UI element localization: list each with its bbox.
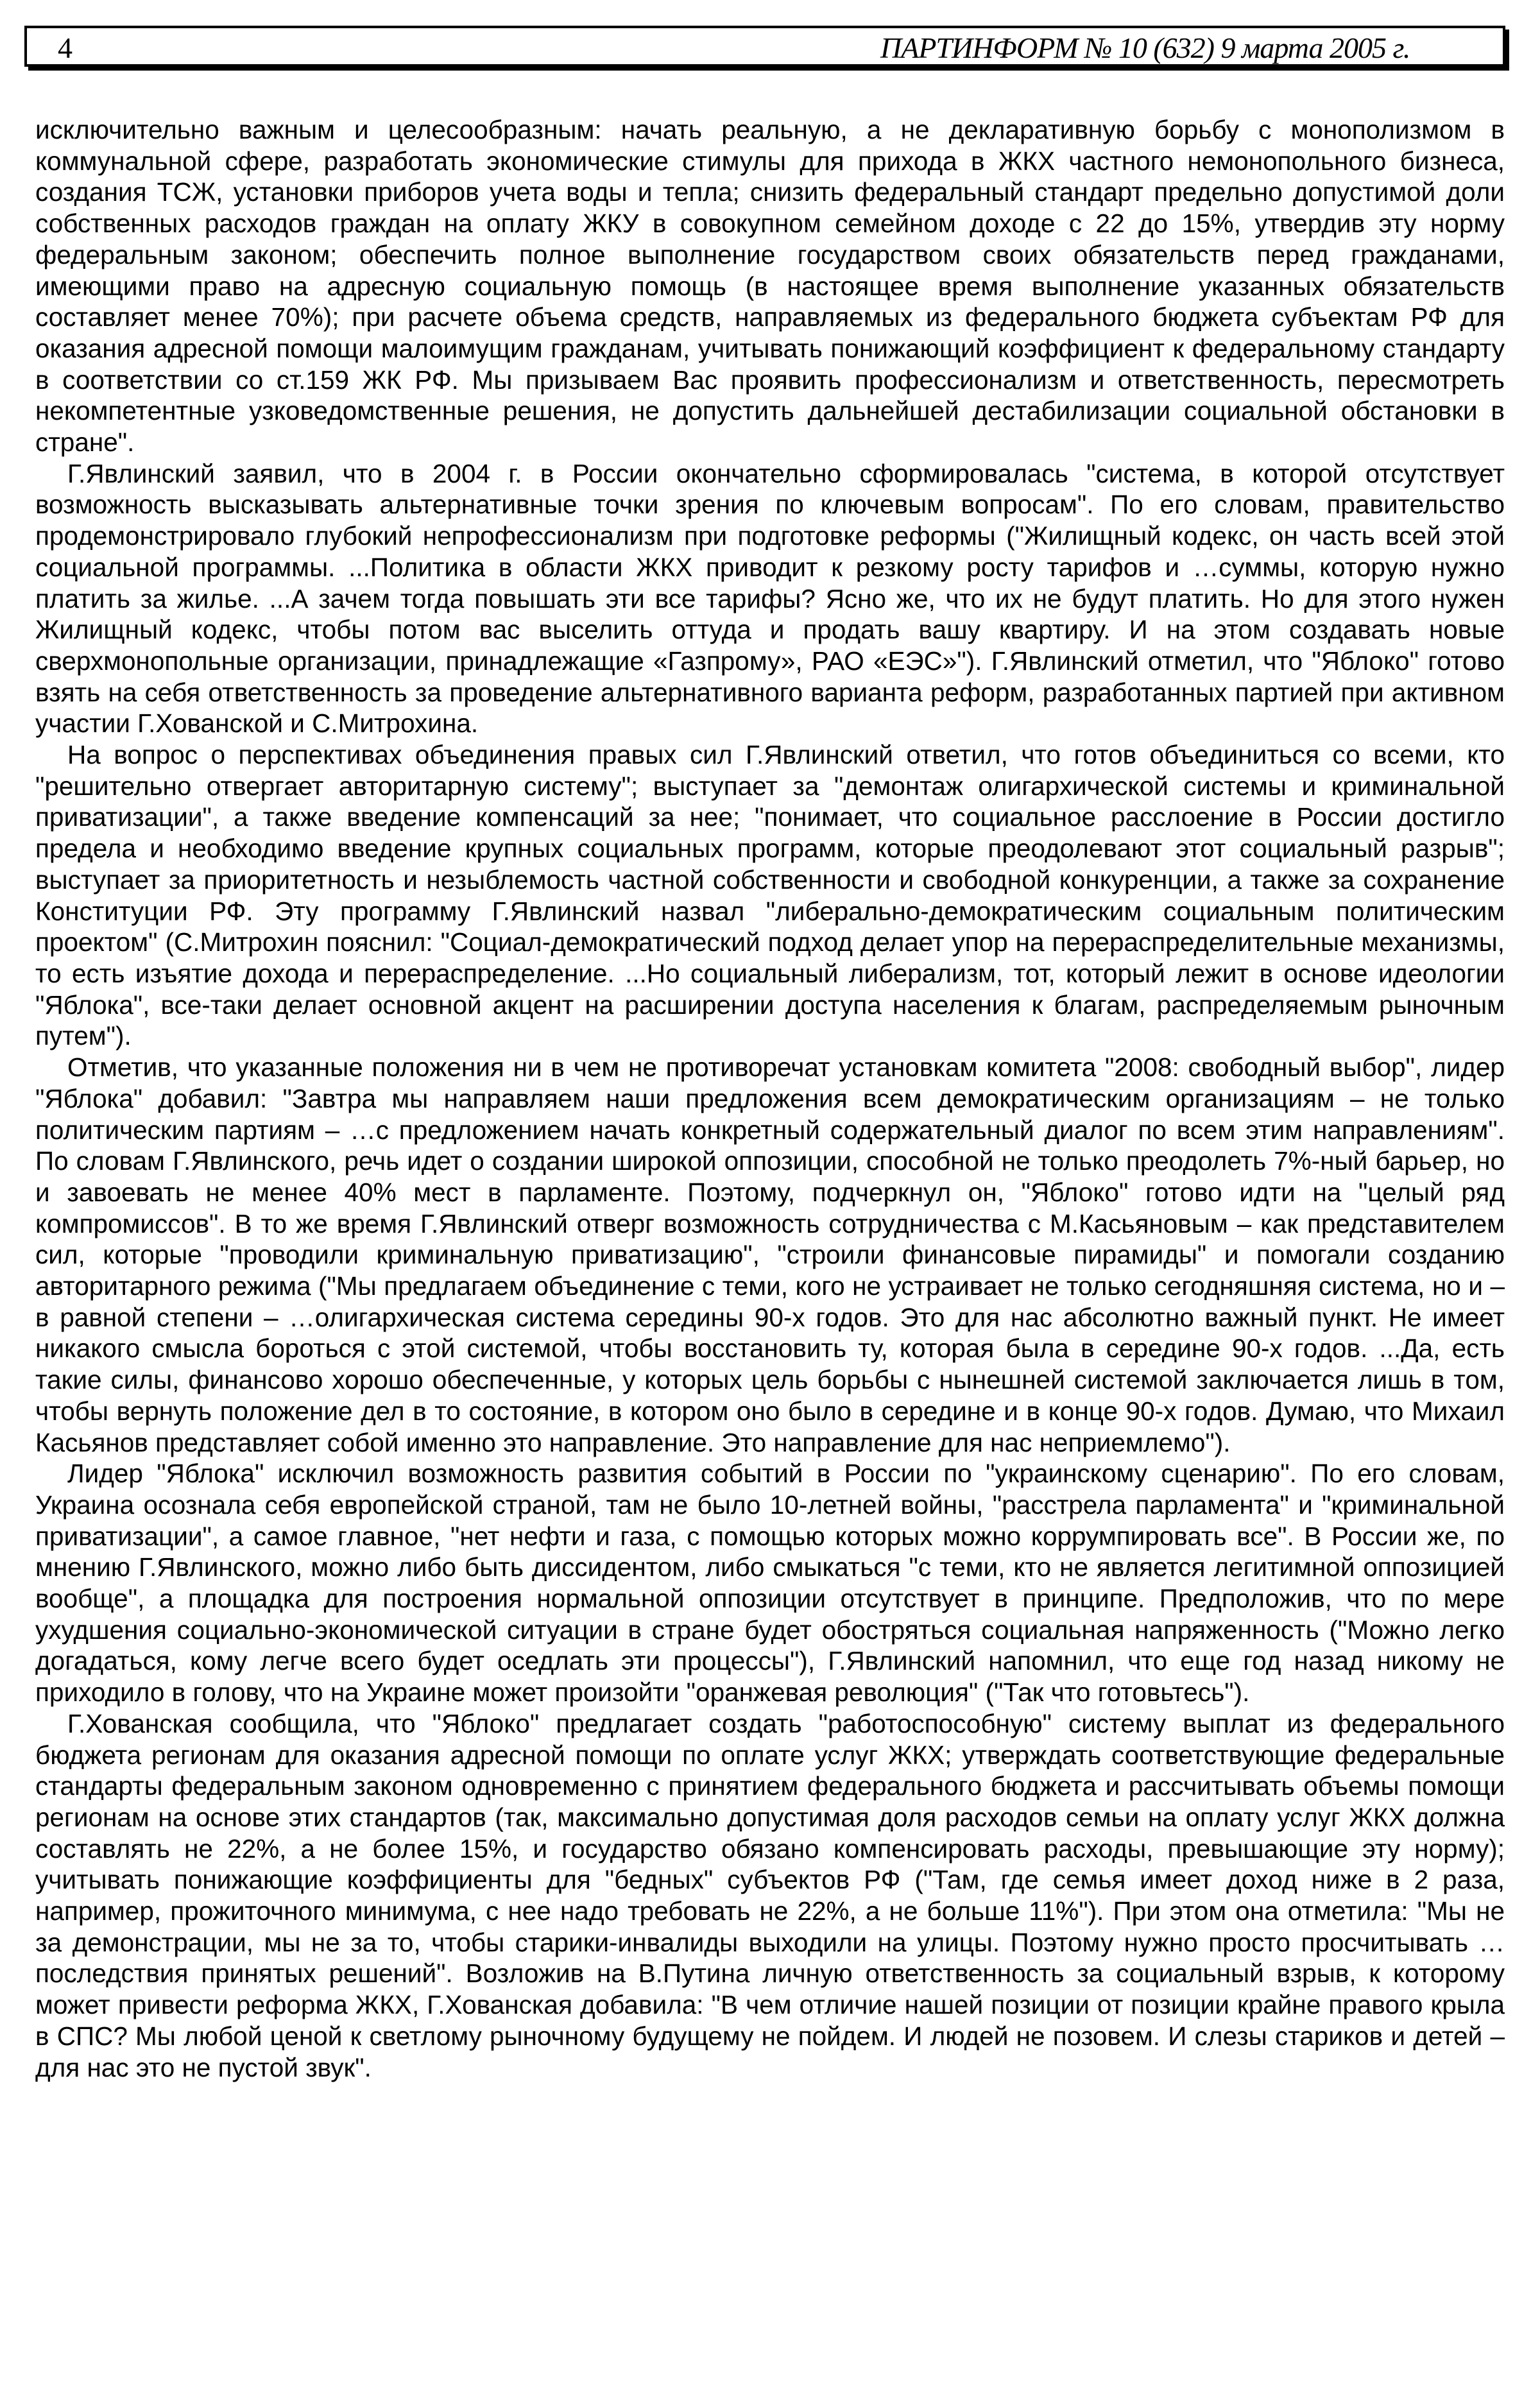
paragraph: На вопрос о перспективах объединения правых сил Г.Явлинский ответил, что готов объединиться со всеми, кто "решительно отвергает авторитарную систему"; выступает за "демонтаж олигархической системы и криминальной приватизации", а также введение компенсаций за нее; "понимает, что социальное расслоение в России достигло предела и необходимо введение крупных социальных программ, которые преодолевают этот социальный разрыв"; выступает за приоритетность и незыблемость частной собственности и свободной конкуренции, а также за сохранение Конституции РФ. Эту программу Г.Явлинский назвал "либерально-демократическим социальным политическим проектом" (С.Митрохин пояснил: "Социал-демократический подход делает упор на перераспределительные механизмы, то есть изъятие дохода и перераспределение. ...Но социальный либерализм, тот, который лежит в основе идеологии "Яблока", все-таки делает основной акцент на расширении доступа населения к благам, распределяемым рыночным путем"). — [35, 740, 1505, 1051]
paragraph: Лидер "Яблока" исключил возможность развития событий в России по "украинскому сценарию". По его словам, Украина осознала себя европейской страной, там не было 10-летней войны, "расстрела парламента" и "криминальной приватизации", а самое главное, "нет нефти и газа, с помощью которых можно коррумпировать все". В России же, по мнению Г.Явлинского, можно либо быть диссидентом, либо смыкаться "с теми, кто не является легитимной оппозицией вообще", а площадка для построения нормальной оппозиции отсутствует в принципе. Предположив, что по мере ухудшения социально-экономической ситуации в стране будет обостряться социальная напряженность ("Можно легко догадаться, кому легче всего будет оседлать эти процессы"), Г.Явлинский напомнил, что еще год назад никому не приходило в голову, что на Украине может произойти "оранжевая революция" ("Так что готовьтесь"). — [35, 1459, 1505, 1708]
article-body — [35, 114, 1505, 2083]
issue-title: ПАРТИНФОРМ № 10 (632) 9 марта 2005 г. — [880, 31, 1410, 64]
paragraph: исключительно важным и целесообразным: начать реальную, а не декларативную борьбу с монополизмом в коммунальной сфере, разработать экономические стимулы для прихода в ЖКХ частного немонопольного бизнеса, создания ТСЖ, установки приборов учета воды и тепла; снизить федеральный стандарт предельно допустимой доли собственных расходов граждан на оплату ЖКУ в совокупном семейном доходе с 22 до 15%, утвердив эту норму федеральным законом; обеспечить полное выполнение государством своих обязательств перед гражданами, имеющими право на адресную социальную помощь (в настоящее время выполнение указанных обязательств составляет менее 70%); при расчете объема средств, направляемых из федерального бюджета субъектам РФ для оказания адресной помощи малоимущим гражданам, учитывать понижающий коэффициент к федеральному стандарту в соответствии со ст.159 ЖК РФ. Мы призываем Вас проявить профессионализм и ответственность, пересмотреть некомпетентные узковедомственные решения, не допустить дальнейшей дестабилизации социальной обстановки в стране". — [35, 115, 1505, 458]
paragraph: Г.Явлинский заявил, что в 2004 г. в России окончательно сформировалась "система, в которой отсутствует возможность высказывать альтернативные точки зрения по ключевым вопросам". По его словам, правительство продемонстрировало глубокий непрофессионализм при подготовке реформы ("Жилищный кодекс, он часть всей этой социальной программы. ...Политика в области ЖКХ приводит к резкому росту тарифов и …суммы, которую нужно платить за жилье. ...А зачем тогда повышать эти все тарифы? Ясно же, что их не будут платить. Но для этого нужен Жилищный кодекс, чтобы потом вас выселить оттуда и продать вашу квартиру. И на этом создавать новые сверхмонопольные организации, принадлежащие «Газпрому», РАО «ЕЭС»"). Г.Явлинский отметил, что "Яблоко" готово взять на себя ответственность за проведение альтернативного варианта реформ, разработанных партией при активном участии Г.Хованской и С.Митрохина. — [35, 458, 1505, 739]
page-number: 4 — [58, 31, 73, 64]
paragraph: Г.Хованская сообщила, что "Яблоко" предлагает создать "работоспособную" систему выплат из федерального бюджета регионам для оказания адресной помощи по оплате услуг ЖКХ; утверждать соответствующие федеральные стандарты федеральным законом одновременно с принятием федерального бюджета и рассчитывать объемы помощи регионам на основе этих стандартов (так, максимально допустимая доля расходов семьи на оплату услуг ЖКХ должна составлять не 22%, а не более 15%, и государство обязано компенсировать расходы, превышающие эту норму); учитывать понижающие коэффициенты для "бедных" субъектов РФ ("Там, где семья имеет доход ниже в 2 раза, например, прожиточного минимума, с нее надо требовать не 22%, а не больше 11%"). При этом она отметила: "Мы не за демонстрации, мы не за то, чтобы старики-инвалиды выходили на улицы. Поэтому нужно просто просчитывать …последствия принятых решений". Возложив на В.Путина личную ответственность за социальный взрыв, к которому может привести реформа ЖКХ, Г.Хованская добавила: "В чем отличие нашей позиции от позиции крайне правого крыла в СПС? Мы любой ценой к светлому рыночному будущему не пойдем. И людей не позовем. И слезы стариков и детей – для нас это не пустой звук". — [35, 1708, 1505, 2082]
page-header — [24, 26, 1505, 67]
paragraph: Отметив, что указанные положения ни в чем не противоречат установкам комитета "2008: свободный выбор", лидер "Яблока" добавил: "Завтра мы направляем наши предложения всем демократическим организациям – не только политическим партиям – …с предложением начать конкретный содержательный диалог по всем этим направлениям". По словам Г.Явлинского, речь идет о создании широкой оппозиции, способной не только преодолеть 7%-ный барьер, но и завоевать не менее 40% мест в парламенте. Поэтому, подчеркнул он, "Яблоко" готово идти на "целый ряд компромиссов". В то же время Г.Явлинский отверг возможность сотрудничества с М.Касьяновым – как представителем сил, которые "проводили криминальную приватизацию", "строили финансовые пирамиды" и помогали созданию авторитарного режима ("Мы предлагаем объединение с теми, кого не устраивает не только сегодняшняя система, но и – в равной степени – …олигархическая система середины 90-х годов. Это для нас абсолютно важный пункт. Не имеет никакого смысла бороться с этой системой, чтобы восстановить ту, которая была в середине 90-х годов. ...Да, есть такие силы, финансово хорошо обеспеченные, у которых цель борьбы с нынешней системой заключается лишь в том, чтобы вернуть положение дел в то состояние, в котором оно было в середине и в конце 90-х годов. Думаю, что Михаил Касьянов представляет собой именно это направление. Это направление для нас неприемлемо"). — [35, 1052, 1505, 1457]
